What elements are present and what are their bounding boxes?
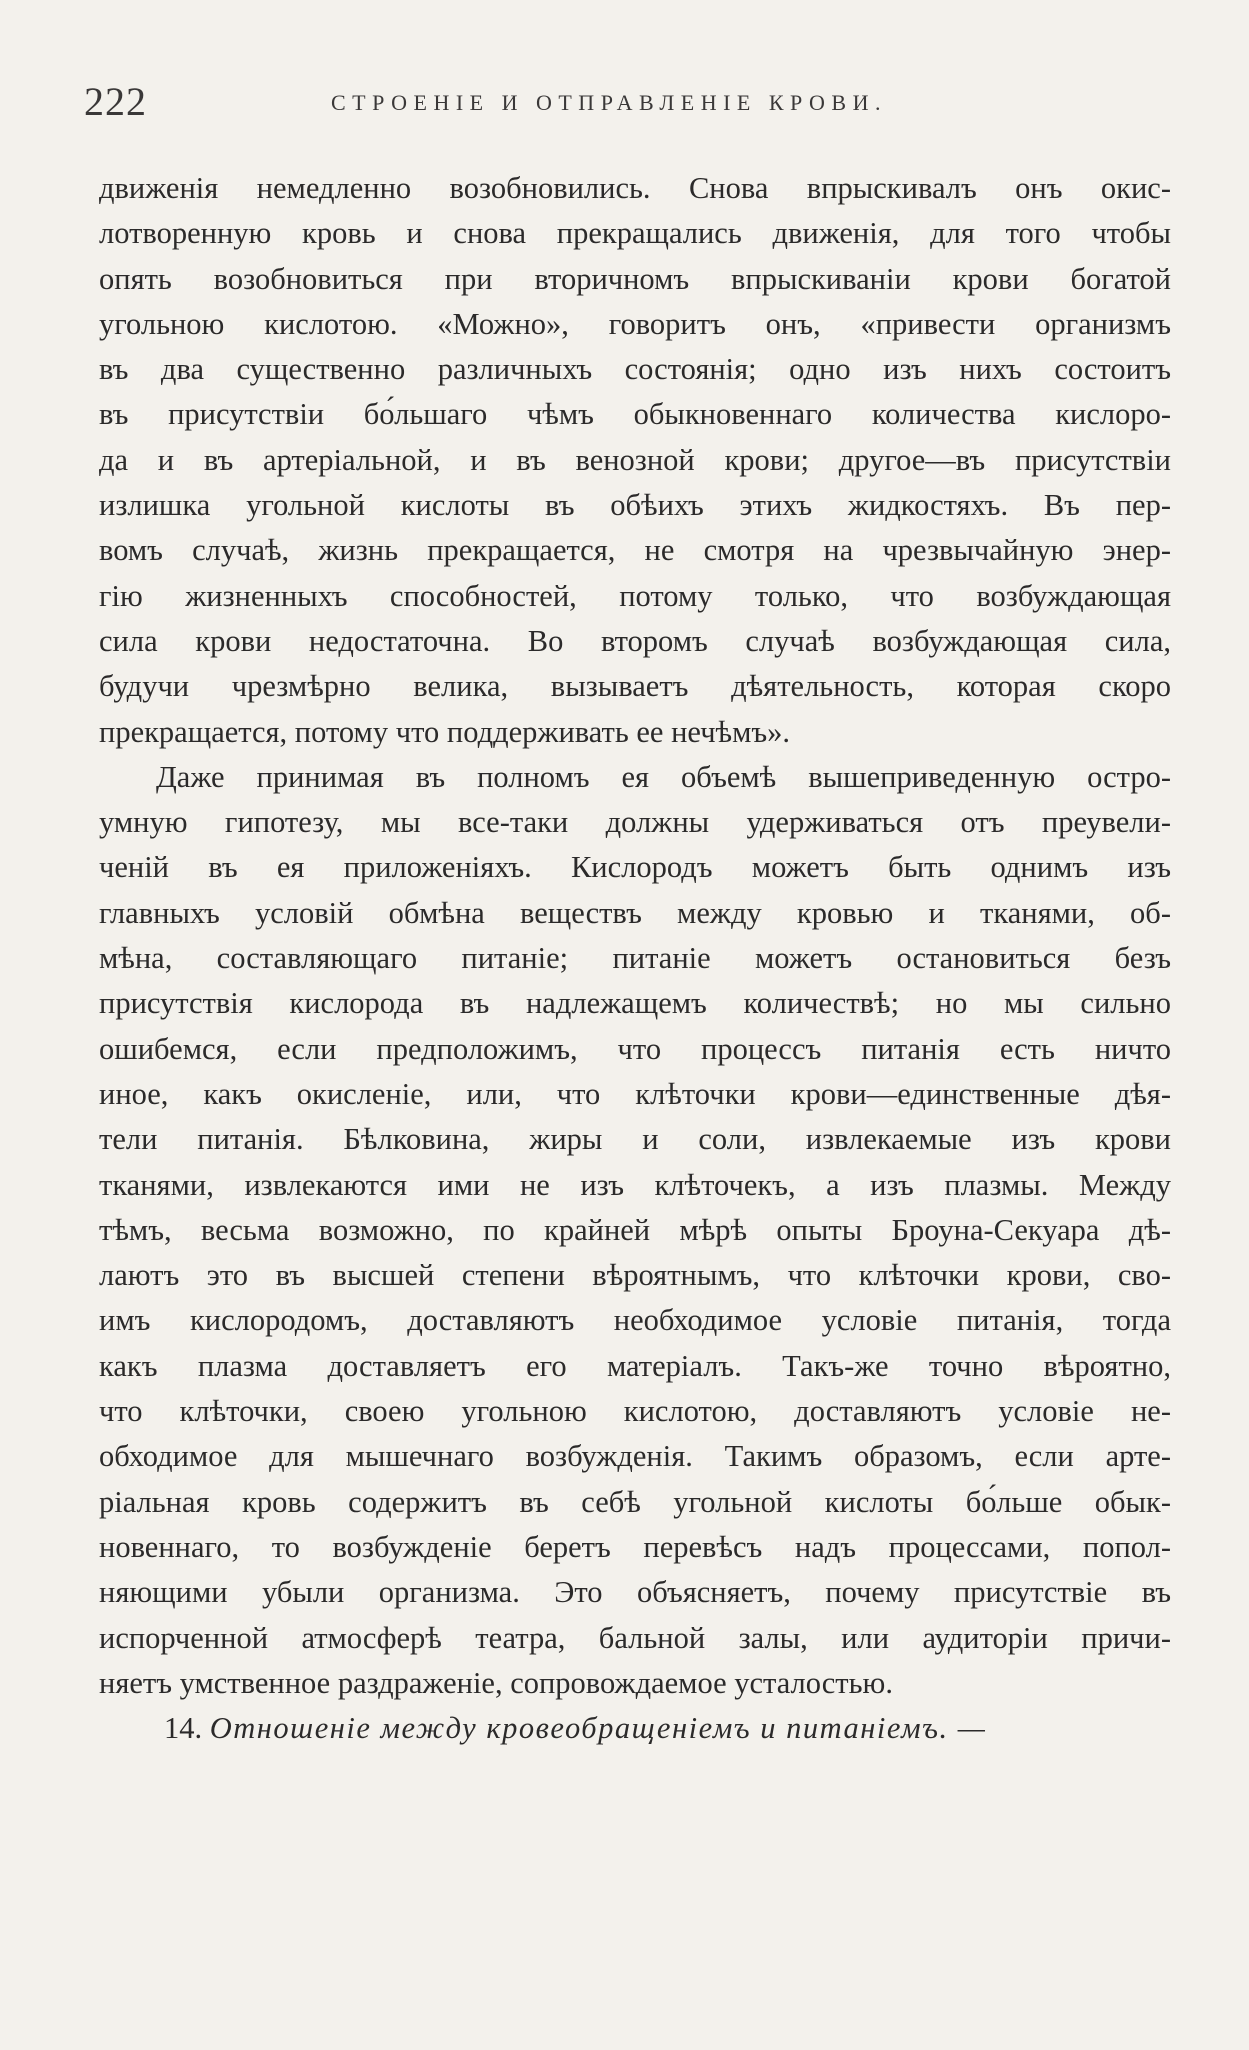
text-line: угольною кислотою. «Можно», говоритъ онъ, «привести организмъ: [99, 306, 1171, 341]
text-line: няющими убыли организма. Это объясняетъ, почему присутствіе въ: [99, 1575, 1171, 1610]
text-line: движенія немедленно возобновились. Снова впрыскивалъ онъ окис-: [99, 171, 1171, 205]
text-line: няетъ умственное раздраженіе, сопровождаемое усталостью.: [99, 1665, 893, 1700]
text-line: прекращается, потому что поддерживать ее нечѣмъ».: [99, 714, 791, 749]
text-line: ошибемся, если предположимъ, что процессъ питанія есть ничто: [99, 1031, 1171, 1066]
text-line: въ два существенно различныхъ состоянія; одно изъ нихъ состоитъ: [99, 352, 1171, 387]
text-line: что клѣточки, своею угольною кислотою, доставляютъ условіе не-: [99, 1394, 1171, 1429]
text-line: какъ плазма доставляетъ его матеріалъ. Такъ-же точно вѣроятно,: [99, 1348, 1171, 1383]
text-line: тѣмъ, весьма возможно, по крайней мѣрѣ опыты Броуна-Секуара дѣ-: [99, 1212, 1171, 1247]
section-number: 14.: [164, 1711, 203, 1746]
text-line: Даже принимая въ полномъ ея объемѣ вышеприведенную остро-: [156, 759, 1171, 794]
text-line: лаютъ это въ высшей степени вѣроятнымъ, что клѣточки крови, сво-: [99, 1258, 1171, 1293]
text-line: опять возобновиться при вторичномъ впрыскиваніи крови богатой: [99, 261, 1171, 296]
text-line: присутствія кислорода въ надлежащемъ количествѣ; но мы сильно: [99, 986, 1171, 1021]
text-line: да и въ артеріальной, и въ венозной крови; другое—въ присутствіи: [99, 442, 1171, 477]
running-title: СТРОЕНІЕ И ОТПРАВЛЕНІЕ КРОВИ.: [331, 90, 887, 115]
text-line: тканями, извлекаются ими не изъ клѣточекъ, а изъ плазмы. Между: [99, 1167, 1171, 1202]
text-line: мѣна, составляющаго питаніе; питаніе можетъ остановиться безъ: [99, 941, 1171, 976]
text-line: испорченной атмосферѣ театра, бальной залы, или аудиторіи причи-: [99, 1620, 1171, 1655]
text-line: умную гипотезу, мы все-таки должны удерживаться отъ преувели-: [99, 805, 1171, 840]
page-number: 222: [84, 79, 147, 124]
text-line: новеннаго, то возбужденіе беретъ перевѣсъ надъ процессами, попол-: [99, 1529, 1171, 1564]
text-line: въ присутствіи бо́льшаго чѣмъ обыкновеннаго количества кислоро-: [99, 397, 1171, 432]
paragraph-1: [99, 166, 1171, 755]
text-line: главныхъ условій обмѣна веществъ между кровью и тканями, об-: [99, 895, 1171, 930]
text-line: лотворенную кровь и снова прекращались движенія, для того чтобы: [99, 216, 1171, 251]
text-line: имъ кислородомъ, доставляютъ необходимое условіе питанія, тогда: [99, 1303, 1171, 1338]
text-line: тели питанія. Бѣлковина, жиры и соли, извлекаемые изъ крови: [99, 1122, 1171, 1157]
text-line: излишка угольной кислоты въ обѣихъ этихъ жидкостяхъ. Въ пер-: [99, 488, 1171, 523]
page-header: [84, 78, 1169, 124]
text-line: вомъ случаѣ, жизнь прекращается, не смотря на чрезвычайную энер-: [99, 533, 1171, 568]
paragraph-2: [99, 755, 1171, 1706]
section-heading: [99, 1706, 1171, 1751]
text-line: будучи чрезмѣрно велика, вызываетъ дѣятельность, которая скоро: [99, 669, 1171, 704]
section-title: Отношеніе между кровеобращеніемъ и питаніемъ. —: [209, 1711, 987, 1746]
text-line: обходимое для мышечнаго возбужденія. Такимъ образомъ, если арте-: [99, 1439, 1171, 1474]
text-line: иное, какъ окисленіе, или, что клѣточки крови—единственные дѣя-: [99, 1076, 1171, 1111]
text-line: сила крови недостаточна. Во второмъ случаѣ возбуждающая сила,: [99, 623, 1171, 658]
text-line: гію жизненныхъ способностей, потому только, что возбуждающая: [99, 578, 1171, 613]
body-text: [99, 166, 1171, 1751]
text-line: ріальная кровь содержитъ въ себѣ угольной кислоты бо́льше обык-: [99, 1484, 1171, 1519]
text-line: ченій въ ея приложеніяхъ. Кислородъ можетъ быть однимъ изъ: [99, 850, 1171, 885]
